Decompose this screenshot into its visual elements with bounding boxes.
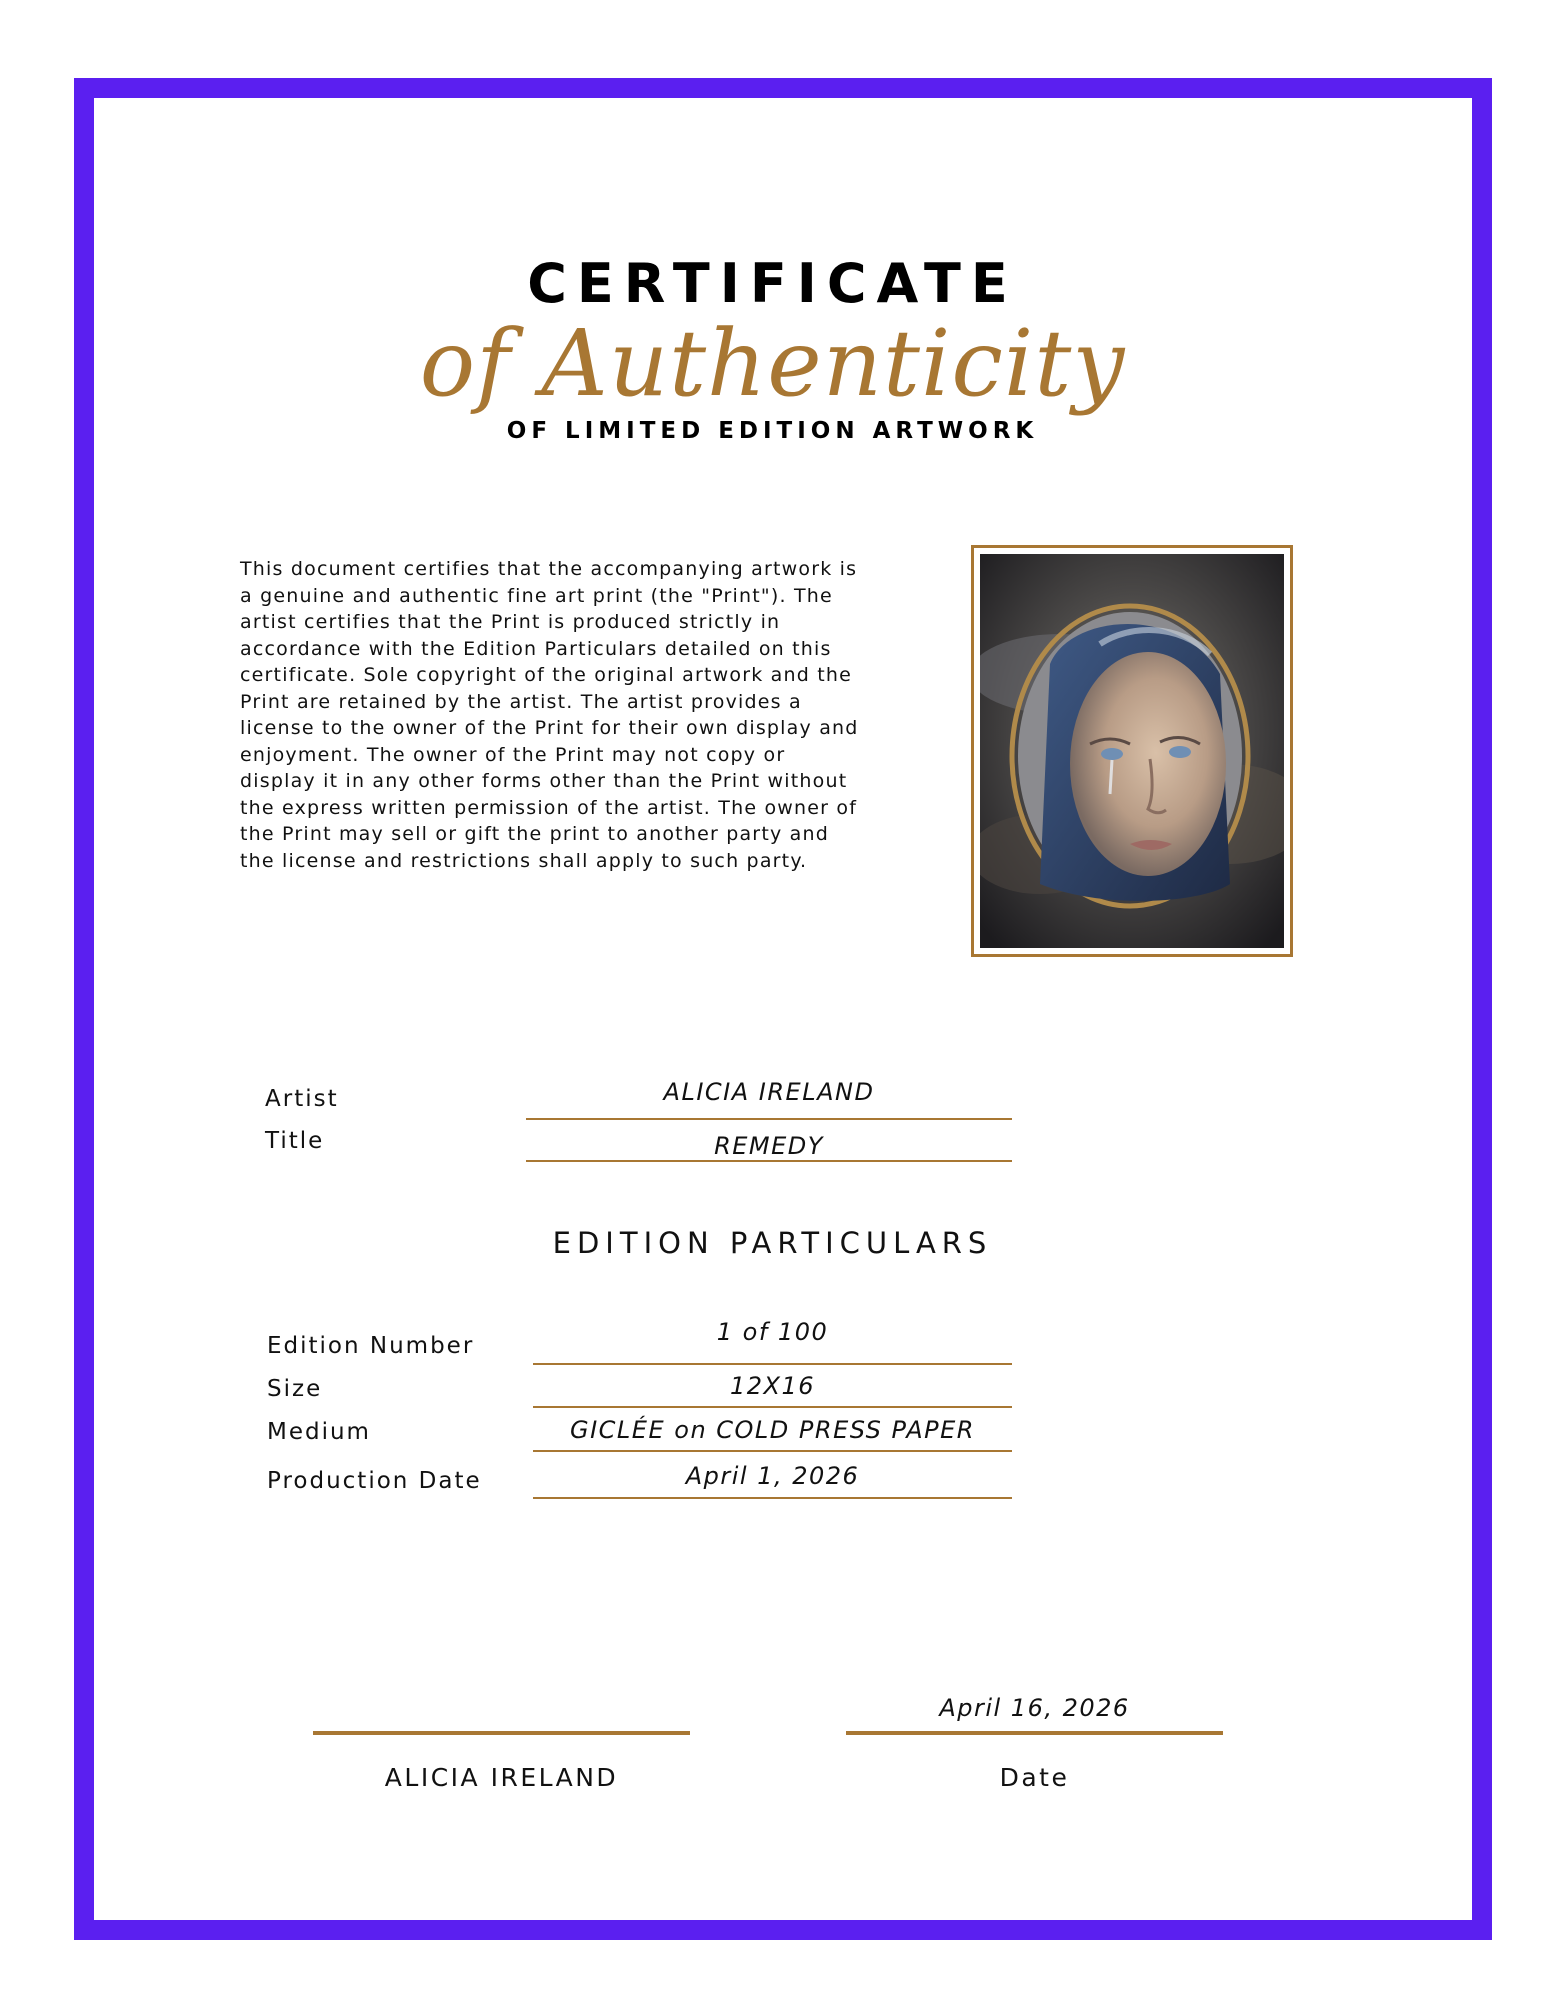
size-value: 12X16 [729, 1372, 816, 1400]
size-label: Size [267, 1376, 323, 1402]
certificate-subtitle: OF LIMITED EDITION ARTWORK [506, 418, 1039, 444]
artist-value: ALICIA IRELAND [663, 1078, 875, 1106]
artist-signature-line [313, 1731, 690, 1735]
medium-value: GICLÉE on COLD PRESS PAPER [570, 1416, 975, 1444]
production-date-value: April 1, 2026 [685, 1462, 860, 1490]
artist-label: Artist [265, 1086, 339, 1112]
medium-underline [533, 1450, 1012, 1452]
certificate-script-title: of Authenticity [419, 310, 1126, 417]
edition-number-value: 1 of 100 [716, 1318, 829, 1346]
title-value: REMEDY [714, 1132, 824, 1160]
edition-particulars-heading: EDITION PARTICULARS [552, 1226, 993, 1260]
date-signature-line [846, 1731, 1223, 1735]
edition-number-underline [533, 1363, 1012, 1365]
artwork-frame [971, 545, 1293, 957]
artwork-image [980, 554, 1284, 948]
title-underline [526, 1160, 1012, 1162]
artist-signature-name: ALICIA IRELAND [384, 1763, 619, 1792]
artwork-painting [980, 554, 1284, 948]
title-label: Title [265, 1128, 325, 1154]
production-date-label: Production Date [267, 1468, 482, 1494]
certificate-title: CERTIFICATE [527, 252, 1018, 315]
medium-label: Medium [267, 1419, 371, 1445]
size-underline [533, 1406, 1012, 1408]
production-date-underline [533, 1497, 1012, 1499]
signature-date-value: April 16, 2026 [939, 1694, 1130, 1722]
artist-underline [526, 1118, 1012, 1120]
signature-date-label: Date [999, 1763, 1070, 1792]
certification-statement: This document certifies that the accompanying artwork is a genuine and authentic fine art print (the "Print"). The artist certifies that the Print is produced strictly in accordance with the Edition Particulars detailed on this certificate. Sole copyright of the original artwork and the Print are retained by the artist. The artist provides a license to the owner of the Print for their own display and enjoyment. The owner of the Print may not copy or display it in any other forms other than the Print without the express written permission of the artist. The owner of the Print may sell or gift the print to another party and the license and restrictions shall apply to such party. [240, 558, 859, 872]
edition-number-label: Edition Number [267, 1333, 475, 1359]
